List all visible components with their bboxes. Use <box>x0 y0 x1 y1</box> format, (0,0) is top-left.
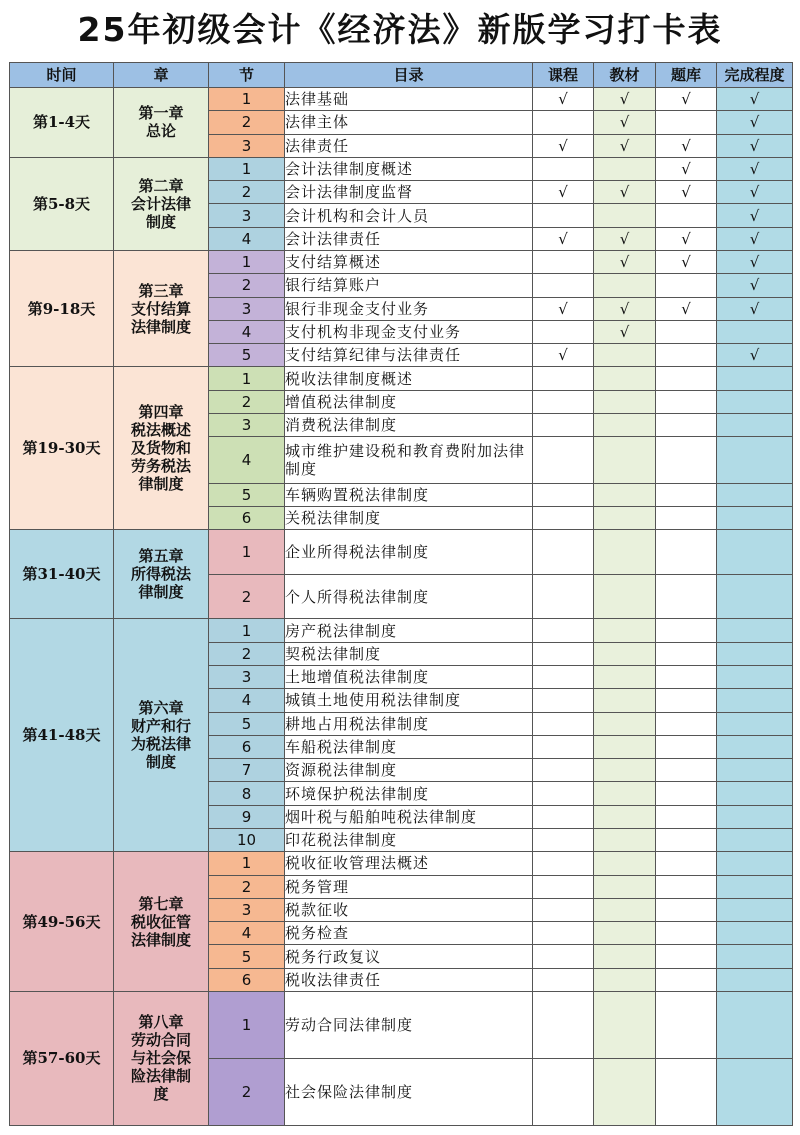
section-number: 2 <box>209 875 285 898</box>
topic-cell: 社会保险法律制度 <box>285 1058 533 1125</box>
completion-check[interactable] <box>717 666 793 689</box>
topic-cell: 税收法律责任 <box>285 968 533 991</box>
section-number: 2 <box>209 574 285 619</box>
completion-check[interactable] <box>717 320 793 343</box>
completion-check[interactable] <box>717 898 793 921</box>
period-cell: 第57-60天 <box>10 991 114 1125</box>
chapter-cell <box>114 530 209 619</box>
question-bank-check[interactable] <box>656 898 717 921</box>
course-check[interactable] <box>533 852 594 875</box>
textbook-check[interactable] <box>594 782 656 805</box>
completion-check[interactable] <box>717 507 793 530</box>
topic-cell: 银行结算账户 <box>285 274 533 297</box>
question-bank-check[interactable] <box>656 483 717 506</box>
topic-cell: 法律主体 <box>285 111 533 134</box>
completion-check[interactable] <box>717 642 793 665</box>
chapter-line: 制度 <box>145 212 176 231</box>
question-bank-check[interactable] <box>656 991 717 1058</box>
chapter-line: 法律制度 <box>130 930 191 949</box>
completion-check[interactable] <box>717 367 793 390</box>
topic-cell: 支付机构非现金支付业务 <box>285 320 533 343</box>
textbook-check[interactable] <box>594 437 656 484</box>
chapter-line: 第五章 <box>138 547 184 566</box>
topic-cell: 劳动合同法律制度 <box>285 991 533 1058</box>
chapter-line: 为税法律 <box>130 735 191 754</box>
textbook-check[interactable] <box>594 413 656 436</box>
course-check[interactable] <box>533 759 594 782</box>
chapter-line: 税法概述 <box>130 421 191 440</box>
section-number: 2 <box>209 390 285 413</box>
topic-cell: 支付结算概述 <box>285 250 533 273</box>
section-number: 2 <box>209 111 285 134</box>
section-number: 3 <box>209 297 285 320</box>
course-check[interactable] <box>533 898 594 921</box>
topic-cell: 增值税法律制度 <box>285 390 533 413</box>
completion-check[interactable] <box>717 619 793 642</box>
table-row <box>10 367 793 390</box>
textbook-check[interactable] <box>594 689 656 712</box>
section-number: 3 <box>209 204 285 227</box>
question-bank-check[interactable] <box>656 666 717 689</box>
topic-cell: 个人所得税法律制度 <box>285 574 533 619</box>
header-contents: 目录 <box>285 63 533 88</box>
question-bank-check[interactable]: √ <box>656 297 717 320</box>
textbook-check[interactable]: √ <box>594 134 656 157</box>
question-bank-check[interactable] <box>656 945 717 968</box>
topic-cell: 契税法律制度 <box>285 642 533 665</box>
table-row <box>10 852 793 875</box>
completion-check[interactable] <box>717 945 793 968</box>
question-bank-check[interactable] <box>656 852 717 875</box>
section-number: 1 <box>209 157 285 180</box>
completion-check[interactable]: √ <box>717 344 793 367</box>
topic-cell: 消费税法律制度 <box>285 413 533 436</box>
topic-cell: 税收法律制度概述 <box>285 367 533 390</box>
question-bank-check[interactable] <box>656 619 717 642</box>
section-number: 4 <box>209 227 285 250</box>
period-cell: 第1-4天 <box>10 88 114 158</box>
topic-cell: 城镇土地使用税法律制度 <box>285 689 533 712</box>
section-number: 6 <box>209 735 285 758</box>
section-number: 1 <box>209 991 285 1058</box>
section-number: 3 <box>209 666 285 689</box>
question-bank-check[interactable] <box>656 735 717 758</box>
completion-check[interactable] <box>717 1058 793 1125</box>
completion-check[interactable]: √ <box>717 204 793 227</box>
topic-cell: 会计机构和会计人员 <box>285 204 533 227</box>
textbook-check[interactable] <box>594 390 656 413</box>
question-bank-check[interactable] <box>656 367 717 390</box>
textbook-check[interactable] <box>594 805 656 828</box>
topic-cell: 车船税法律制度 <box>285 735 533 758</box>
chapter-line: 财产和行 <box>130 717 191 736</box>
textbook-check[interactable]: √ <box>594 227 656 250</box>
course-check[interactable] <box>533 689 594 712</box>
question-bank-check[interactable] <box>656 968 717 991</box>
topic-cell: 银行非现金支付业务 <box>285 297 533 320</box>
page-title: 25年初级会计《经济法》新版学习打卡表 <box>77 10 723 49</box>
topic-cell: 会计法律责任 <box>285 227 533 250</box>
course-check[interactable]: √ <box>533 344 594 367</box>
study-checkin-table <box>9 62 793 1126</box>
section-number: 1 <box>209 530 285 575</box>
table-body <box>10 88 793 1126</box>
chapter-line: 第六章 <box>138 699 184 718</box>
completion-check[interactable]: √ <box>717 227 793 250</box>
course-check[interactable] <box>533 390 594 413</box>
topic-cell: 房产税法律制度 <box>285 619 533 642</box>
textbook-check[interactable] <box>594 367 656 390</box>
table-row <box>10 619 793 642</box>
section-number: 2 <box>209 1058 285 1125</box>
completion-check[interactable]: √ <box>717 157 793 180</box>
period-cell: 第31-40天 <box>10 530 114 619</box>
course-check[interactable] <box>533 530 594 575</box>
textbook-check[interactable] <box>594 157 656 180</box>
course-check[interactable] <box>533 782 594 805</box>
chapter-line: 第二章 <box>138 176 184 195</box>
course-check[interactable] <box>533 157 594 180</box>
question-bank-check[interactable] <box>656 875 717 898</box>
completion-check[interactable] <box>717 735 793 758</box>
course-check[interactable] <box>533 805 594 828</box>
chapter-line: 制度 <box>145 753 176 772</box>
table-row <box>10 250 793 273</box>
header-question-bank: 题库 <box>656 63 717 88</box>
question-bank-check[interactable] <box>656 642 717 665</box>
course-check[interactable] <box>533 250 594 273</box>
question-bank-check[interactable] <box>656 274 717 297</box>
section-number: 5 <box>209 483 285 506</box>
course-check[interactable] <box>533 507 594 530</box>
period-cell: 第41-48天 <box>10 619 114 852</box>
completion-check[interactable] <box>717 759 793 782</box>
topic-cell: 会计法律制度概述 <box>285 157 533 180</box>
question-bank-check[interactable] <box>656 712 717 735</box>
chapter-line: 税收征管 <box>130 912 191 931</box>
chapter-line: 会计法律 <box>130 194 191 213</box>
chapter-line: 律制度 <box>138 583 184 602</box>
completion-check[interactable] <box>717 805 793 828</box>
table-row <box>10 88 793 111</box>
completion-check[interactable]: √ <box>717 274 793 297</box>
question-bank-check[interactable] <box>656 759 717 782</box>
chapter-line: 第一章 <box>138 104 184 123</box>
topic-cell: 税务行政复议 <box>285 945 533 968</box>
course-check[interactable]: √ <box>533 88 594 111</box>
question-bank-check[interactable] <box>656 530 717 575</box>
section-number: 4 <box>209 437 285 484</box>
chapter-line: 及货物和 <box>130 439 191 458</box>
question-bank-check[interactable] <box>656 390 717 413</box>
section-number: 10 <box>209 828 285 851</box>
textbook-check[interactable] <box>594 619 656 642</box>
textbook-check[interactable] <box>594 574 656 619</box>
course-check[interactable]: √ <box>533 134 594 157</box>
textbook-check[interactable] <box>594 530 656 575</box>
textbook-check[interactable]: √ <box>594 111 656 134</box>
header-section: 节 <box>209 63 285 88</box>
textbook-check[interactable]: √ <box>594 297 656 320</box>
topic-cell: 土地增值税法律制度 <box>285 666 533 689</box>
course-check[interactable] <box>533 367 594 390</box>
textbook-check[interactable] <box>594 852 656 875</box>
section-number: 5 <box>209 712 285 735</box>
course-check[interactable] <box>533 991 594 1058</box>
section-number: 1 <box>209 619 285 642</box>
question-bank-check[interactable]: √ <box>656 134 717 157</box>
question-bank-check[interactable] <box>656 922 717 945</box>
section-number: 4 <box>209 320 285 343</box>
chapter-cell <box>114 157 209 250</box>
textbook-check[interactable] <box>594 922 656 945</box>
header-row <box>10 63 793 88</box>
completion-check[interactable] <box>717 437 793 484</box>
question-bank-check[interactable] <box>656 204 717 227</box>
question-bank-check[interactable] <box>656 111 717 134</box>
question-bank-check[interactable] <box>656 344 717 367</box>
course-check[interactable]: √ <box>533 297 594 320</box>
textbook-check[interactable] <box>594 666 656 689</box>
chapter-line: 劳动合同 <box>130 1031 191 1050</box>
textbook-check[interactable] <box>594 759 656 782</box>
section-number: 7 <box>209 759 285 782</box>
table-row <box>10 991 793 1058</box>
textbook-check[interactable] <box>594 274 656 297</box>
section-number: 1 <box>209 852 285 875</box>
topic-cell: 法律责任 <box>285 134 533 157</box>
textbook-check[interactable] <box>594 991 656 1058</box>
completion-check[interactable] <box>717 689 793 712</box>
course-check[interactable] <box>533 483 594 506</box>
course-check[interactable] <box>533 945 594 968</box>
question-bank-check[interactable]: √ <box>656 227 717 250</box>
course-check[interactable] <box>533 828 594 851</box>
topic-cell: 税务检查 <box>285 922 533 945</box>
header-course: 课程 <box>533 63 594 88</box>
question-bank-check[interactable]: √ <box>656 250 717 273</box>
textbook-check[interactable]: √ <box>594 250 656 273</box>
section-number: 2 <box>209 181 285 204</box>
chapter-cell <box>114 367 209 530</box>
header-time: 时间 <box>10 63 114 88</box>
completion-check[interactable] <box>717 875 793 898</box>
course-check[interactable] <box>533 204 594 227</box>
completion-check[interactable]: √ <box>717 111 793 134</box>
topic-cell: 车辆购置税法律制度 <box>285 483 533 506</box>
topic-cell: 税款征收 <box>285 898 533 921</box>
course-check[interactable] <box>533 712 594 735</box>
chapter-line: 第三章 <box>138 281 184 300</box>
textbook-check[interactable] <box>594 483 656 506</box>
question-bank-check[interactable]: √ <box>656 181 717 204</box>
section-number: 2 <box>209 642 285 665</box>
section-number: 4 <box>209 689 285 712</box>
textbook-check[interactable] <box>594 945 656 968</box>
question-bank-check[interactable]: √ <box>656 88 717 111</box>
completion-check[interactable] <box>717 852 793 875</box>
textbook-check[interactable] <box>594 875 656 898</box>
topic-cell: 烟叶税与船舶吨税法律制度 <box>285 805 533 828</box>
course-check[interactable] <box>533 111 594 134</box>
question-bank-check[interactable] <box>656 828 717 851</box>
topic-cell: 城市维护建设税和教育费附加法律制度 <box>285 437 533 484</box>
section-number: 3 <box>209 898 285 921</box>
topic-cell: 企业所得税法律制度 <box>285 530 533 575</box>
course-check[interactable] <box>533 666 594 689</box>
completion-check[interactable] <box>717 413 793 436</box>
chapter-line: 法律制度 <box>130 317 191 336</box>
section-number: 4 <box>209 922 285 945</box>
chapter-line: 总论 <box>145 122 176 141</box>
question-bank-check[interactable] <box>656 507 717 530</box>
topic-cell: 关税法律制度 <box>285 507 533 530</box>
completion-check[interactable]: √ <box>717 88 793 111</box>
course-check[interactable] <box>533 1058 594 1125</box>
topic-cell: 会计法律制度监督 <box>285 181 533 204</box>
question-bank-check[interactable] <box>656 689 717 712</box>
chapter-line: 所得税法 <box>130 565 191 584</box>
completion-check[interactable] <box>717 574 793 619</box>
textbook-check[interactable]: √ <box>594 88 656 111</box>
section-number: 3 <box>209 413 285 436</box>
section-number: 5 <box>209 344 285 367</box>
chapter-cell <box>114 88 209 158</box>
completion-check[interactable]: √ <box>717 297 793 320</box>
textbook-check[interactable] <box>594 507 656 530</box>
completion-check[interactable]: √ <box>717 134 793 157</box>
course-check[interactable] <box>533 735 594 758</box>
textbook-check[interactable]: √ <box>594 181 656 204</box>
completion-check[interactable] <box>717 922 793 945</box>
period-cell: 第49-56天 <box>10 852 114 992</box>
chapter-cell <box>114 852 209 992</box>
course-check[interactable] <box>533 574 594 619</box>
chapter-cell <box>114 619 209 852</box>
question-bank-check[interactable] <box>656 320 717 343</box>
chapter-line: 度 <box>153 1085 169 1104</box>
topic-cell: 税收征收管理法概述 <box>285 852 533 875</box>
topic-cell: 印花税法律制度 <box>285 828 533 851</box>
course-check[interactable] <box>533 413 594 436</box>
section-number: 6 <box>209 968 285 991</box>
question-bank-check[interactable] <box>656 574 717 619</box>
course-check[interactable] <box>533 875 594 898</box>
section-number: 1 <box>209 250 285 273</box>
chapter-line: 第八章 <box>138 1013 184 1032</box>
section-number: 2 <box>209 274 285 297</box>
chapter-line: 第四章 <box>138 403 184 422</box>
header-chapter: 章 <box>114 63 209 88</box>
period-cell: 第19-30天 <box>10 367 114 530</box>
section-number: 3 <box>209 134 285 157</box>
chapter-line: 险法律制 <box>130 1067 191 1086</box>
period-cell: 第9-18天 <box>10 250 114 366</box>
period-cell: 第5-8天 <box>10 157 114 250</box>
section-number: 8 <box>209 782 285 805</box>
course-check[interactable] <box>533 968 594 991</box>
course-check[interactable] <box>533 320 594 343</box>
completion-check[interactable] <box>717 828 793 851</box>
question-bank-check[interactable]: √ <box>656 157 717 180</box>
question-bank-check[interactable] <box>656 413 717 436</box>
textbook-check[interactable] <box>594 712 656 735</box>
chapter-line: 第七章 <box>138 894 184 913</box>
completion-check[interactable]: √ <box>717 250 793 273</box>
textbook-check[interactable] <box>594 642 656 665</box>
section-number: 6 <box>209 507 285 530</box>
textbook-check[interactable] <box>594 344 656 367</box>
topic-cell: 税务管理 <box>285 875 533 898</box>
course-check[interactable]: √ <box>533 227 594 250</box>
completion-check[interactable] <box>717 712 793 735</box>
completion-check[interactable] <box>717 782 793 805</box>
chapter-line: 与社会保 <box>130 1049 191 1068</box>
topic-cell: 支付结算纪律与法律责任 <box>285 344 533 367</box>
topic-cell: 环境保护税法律制度 <box>285 782 533 805</box>
textbook-check[interactable] <box>594 828 656 851</box>
completion-check[interactable] <box>717 991 793 1058</box>
completion-check[interactable]: √ <box>717 181 793 204</box>
table-row <box>10 157 793 180</box>
topic-cell: 法律基础 <box>285 88 533 111</box>
chapter-line: 劳务税法 <box>130 457 191 476</box>
header-textbook: 教材 <box>594 63 656 88</box>
header-completion: 完成程度 <box>717 63 793 88</box>
chapter-cell <box>114 250 209 366</box>
topic-cell: 耕地占用税法律制度 <box>285 712 533 735</box>
completion-check[interactable] <box>717 968 793 991</box>
question-bank-check[interactable] <box>656 1058 717 1125</box>
section-number: 9 <box>209 805 285 828</box>
textbook-check[interactable] <box>594 735 656 758</box>
course-check[interactable] <box>533 619 594 642</box>
course-check[interactable] <box>533 642 594 665</box>
question-bank-check[interactable] <box>656 782 717 805</box>
course-check[interactable] <box>533 922 594 945</box>
chapter-line: 律制度 <box>138 475 184 494</box>
textbook-check[interactable]: √ <box>594 320 656 343</box>
course-check[interactable]: √ <box>533 181 594 204</box>
chapter-line: 支付结算 <box>130 299 191 318</box>
textbook-check[interactable] <box>594 968 656 991</box>
table-row <box>10 530 793 575</box>
section-number: 1 <box>209 88 285 111</box>
course-check[interactable] <box>533 274 594 297</box>
completion-check[interactable] <box>717 530 793 575</box>
textbook-check[interactable] <box>594 204 656 227</box>
question-bank-check[interactable] <box>656 437 717 484</box>
section-number: 5 <box>209 945 285 968</box>
chapter-cell <box>114 991 209 1125</box>
textbook-check[interactable] <box>594 1058 656 1125</box>
course-check[interactable] <box>533 437 594 484</box>
completion-check[interactable] <box>717 390 793 413</box>
question-bank-check[interactable] <box>656 805 717 828</box>
section-number: 1 <box>209 367 285 390</box>
completion-check[interactable] <box>717 483 793 506</box>
topic-cell: 资源税法律制度 <box>285 759 533 782</box>
textbook-check[interactable] <box>594 898 656 921</box>
